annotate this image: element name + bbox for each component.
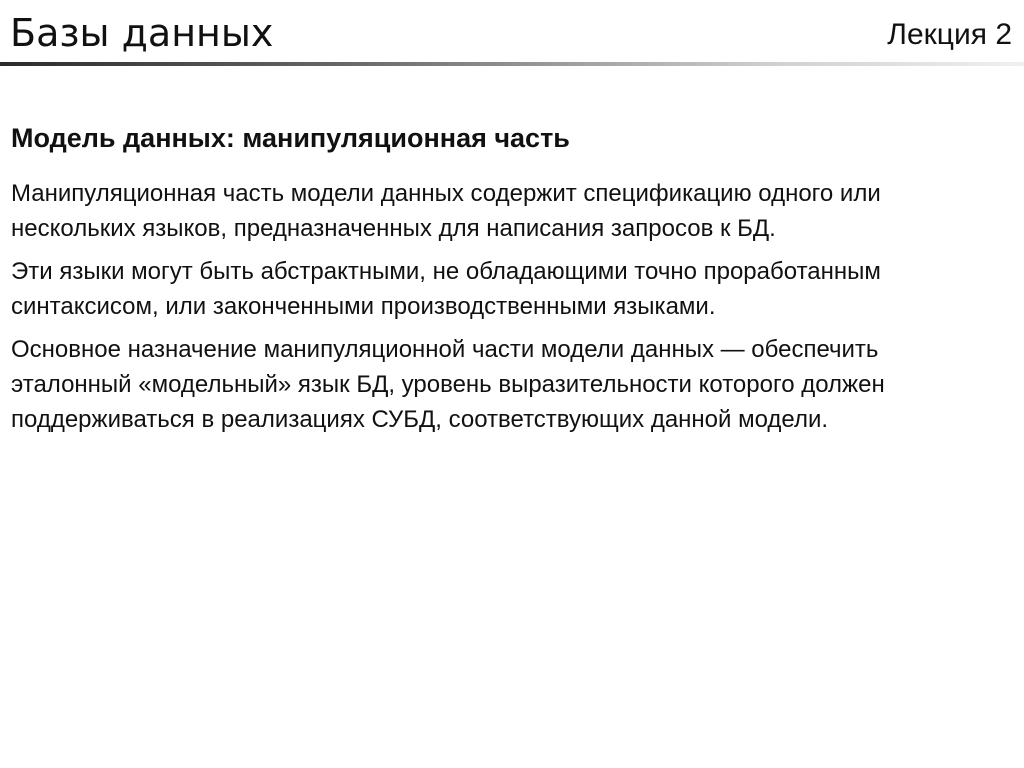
course-title: Базы данных xyxy=(10,11,274,55)
paragraph-definition: Манипуляционная часть модели данных содержит спецификацию одного или нескольких языков, предназначенных для написания запросов к БД. xyxy=(11,180,881,242)
paragraph-languages: Эти языки могут быть абстрактными, не обладающими точно проработанным синтаксисом, или законченными производственными языками. xyxy=(11,258,881,320)
slide-content xyxy=(11,118,1001,445)
paragraph-purpose: Основное назначение манипуляционной части модели данных — обеспечить эталонный «модельный» язык БД, уровень выразительности которого должен поддерживаться в реализациях СУБД, соответствующих данной модели. xyxy=(11,336,885,433)
lecture-number: Лекция 2 xyxy=(887,18,1012,51)
section-title: Модель данных: манипуляционная часть xyxy=(11,123,570,153)
header-divider xyxy=(0,62,1024,66)
slide-header xyxy=(0,0,1024,66)
